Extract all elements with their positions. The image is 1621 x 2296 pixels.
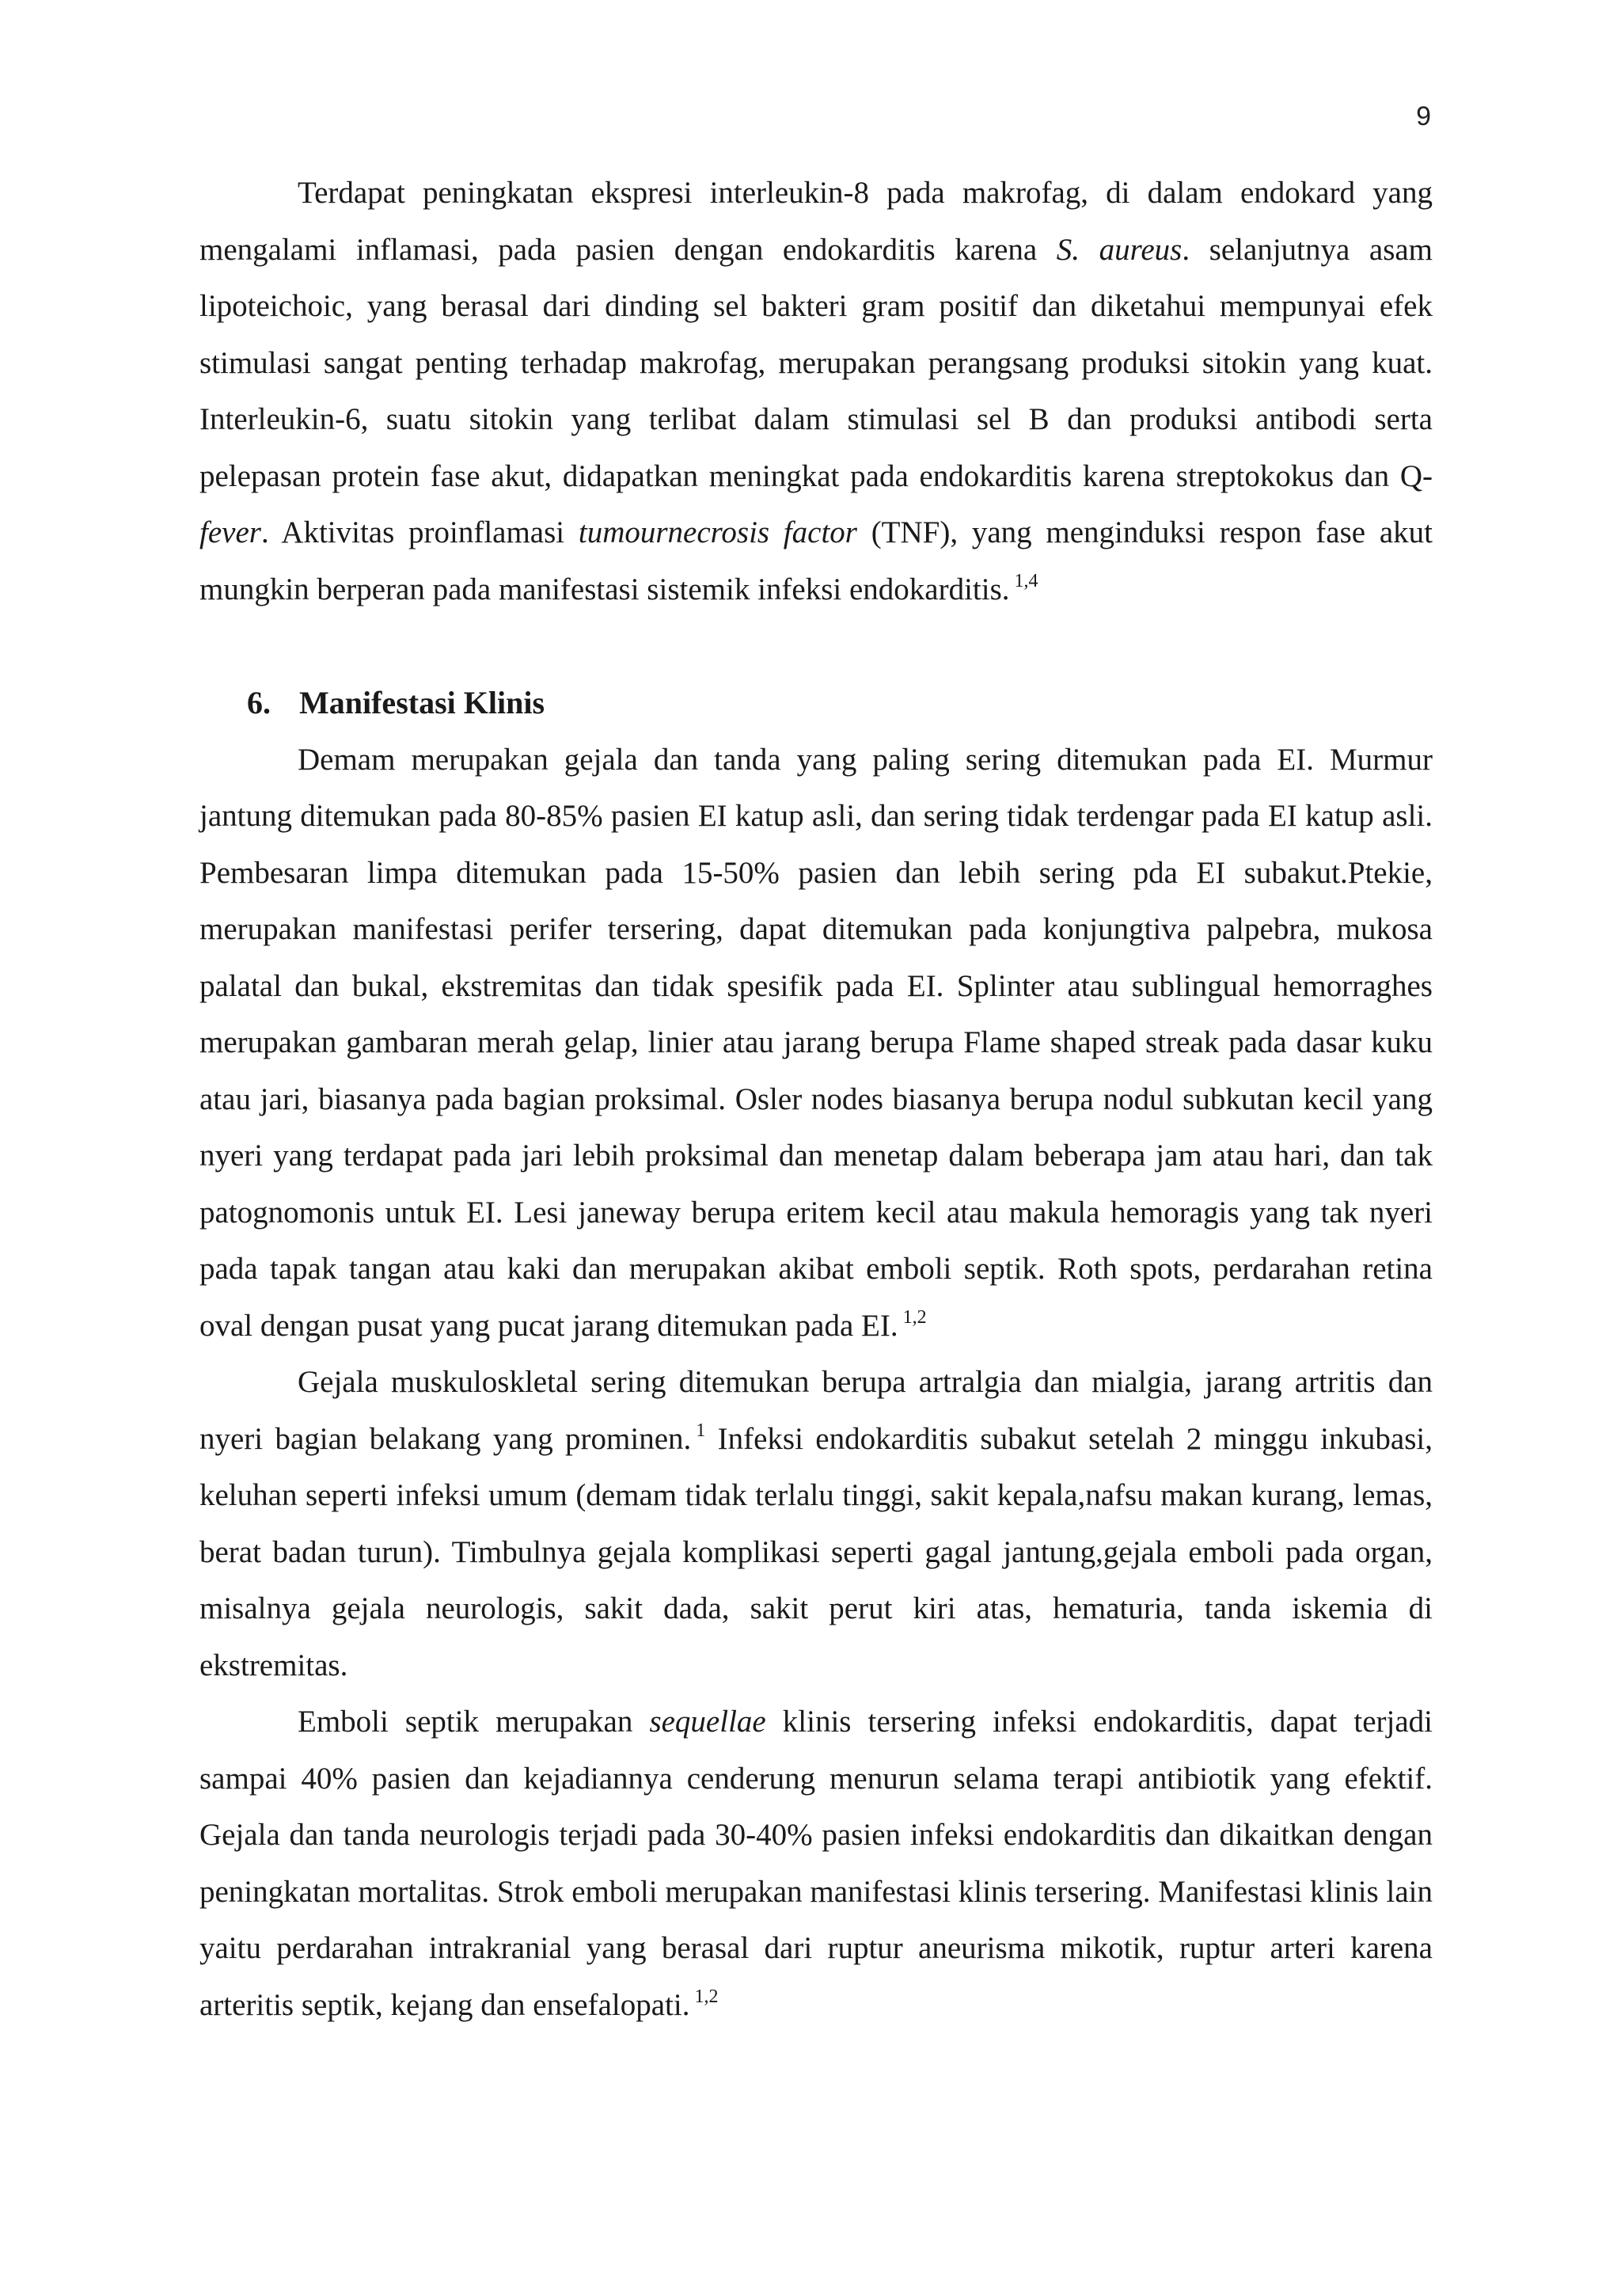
page-content (199, 165, 1433, 2033)
section-number: 6. (247, 685, 271, 720)
text-span: (TNF), yang menginduksi respon fase akut mungkin berperan pada manifestasi sistemik infeksi endokarditis. (199, 515, 1433, 606)
citation-ref: 1,2 (694, 1986, 719, 2007)
text-span: Terdapat peningkatan ekspresi interleukin-8 pada makrofag, di dalam endokard yang mengalami inflamasi, pada pasien dengan endokarditis karena (199, 176, 1433, 267)
page-number: 9 (1416, 101, 1431, 131)
citation-ref: 1 (696, 1420, 706, 1441)
text-span: . selanjutnya asam lipoteichoic, yang berasal dari dinding sel bakteri gram positif dan diketahui mempunyai efek stimulasi sangat penting terhadap makrofag, merupakan perangsang produksi sitokin yang kuat. Interleukin-6, suatu sitokin yang terlibat dalam stimulasi sel B dan produksi antibodi serta pelepasan protein fase akut, didapatkan meningkat pada endokarditis karena streptokokus dan Q- (199, 232, 1433, 493)
italic-term: tumournecrosis factor (578, 515, 857, 549)
citation-ref: 1,2 (902, 1306, 927, 1328)
text-span: Gejala muskuloskletal sering ditemukan berupa artralgia dan mialgia, jarang artritis dan nyeri bagian belakang yang prominen. (199, 1365, 1433, 1456)
text-span: . Aktivitas proinflamasi (260, 515, 579, 549)
italic-term: sequellae (649, 1705, 766, 1739)
paragraph-clinical-signs (199, 732, 1433, 1355)
section-heading (199, 675, 1433, 732)
paragraph-septic-emboli (199, 1693, 1433, 2033)
text-span: Infeksi endokarditis subakut setelah 2 minggu inkubasi, keluhan seperti infeksi umum (demam tidak terlalu tinggi, sakit kepala,nafsu makan kurang, lemas, berat badan turun). Timbulnya gejala komplikasi seperti gagal jantung,gejala emboli pada organ, misalnya gejala neurologis, sakit dada, sakit perut kiri atas, hematuria, tanda iskemia di ekstremitas. (199, 1421, 1433, 1682)
text-span: klinis tersering infeksi endokarditis, dapat terjadi sampai 40% pasien dan kejadiannya cenderung menurun selama terapi antibiotik yang efektif. Gejala dan tanda neurologis terjadi pada 30-40% pasien infeksi endokarditis dan dikaitkan dengan peningkatan mortalitas. Strok emboli merupakan manifestasi klinis tersering. Manifestasi klinis lain yaitu perdarahan intrakranial yang berasal dari ruptur aneurisma mikotik, ruptur arteri karena arteritis septik, kejang dan ensefalopati. (199, 1705, 1433, 2022)
paragraph-cytokines (199, 165, 1433, 618)
italic-term: fever (199, 515, 261, 549)
paragraph-musculoskeletal (199, 1354, 1433, 1693)
section-title: Manifestasi Klinis (299, 685, 545, 720)
text-span: Emboli septik merupakan (298, 1705, 650, 1739)
italic-species-name: S. aureus (1056, 232, 1183, 267)
citation-ref: 1,4 (1014, 570, 1038, 591)
text-span: Demam merupakan gejala dan tanda yang paling sering ditemukan pada EI. Murmur jantung ditemukan pada 80-85% pasien EI katup asli, dan sering tidak terdengar pada EI katup asli. Pembesaran limpa ditemukan pada 15-50% pasien dan lebih sering pda EI subakut.Ptekie, merupakan manifestasi perifer tersering, dapat ditemukan pada konjungtiva palpebra, mukosa palatal dan bukal, ekstremitas dan tidak spesifik pada EI. Splinter atau sublingual hemorraghes merupakan gambaran merah gelap, linier atau jarang berupa Flame shaped streak pada dasar kuku atau jari, biasanya pada bagian proksimal. Osler nodes biasanya berupa nodul subkutan kecil yang nyeri yang terdapat pada jari lebih proksimal dan menetap dalam beberapa jam atau hari, dan tak patognomonis untuk EI. Lesi janeway berupa eritem kecil atau makula hemoragis yang tak nyeri pada tapak tangan atau kaki dan merupakan akibat emboli septik. Roth spots, perdarahan retina oval dengan pusat yang pucat jarang ditemukan pada EI. (199, 742, 1433, 1343)
